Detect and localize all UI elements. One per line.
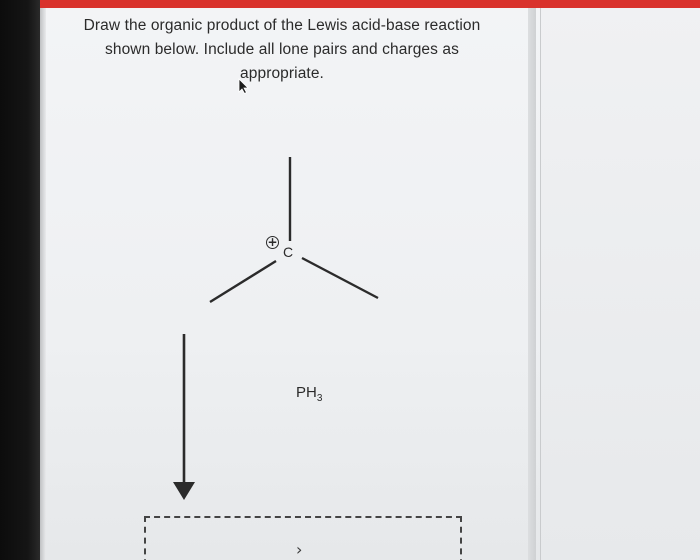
positive-charge: + [267,235,278,249]
reagent-subscript: 3 [316,393,323,404]
bond-methyl-left [210,261,276,302]
reagent-main: PH [296,384,317,401]
reagent-phosphine [296,384,322,404]
bond-methyl-right [302,258,378,298]
question-line-3: appropriate. [240,65,324,82]
reaction-arrow-icon [173,334,195,500]
question-line-1: Draw the organic product of the Lewis acid-base reaction [83,17,481,34]
answer-drawing-area[interactable] [144,516,462,560]
carbocation-carbon-label: C [283,244,294,260]
question-line-2: shown below. Include all lone pairs and charges as [105,41,459,58]
chevron-down-icon[interactable]: › [296,540,303,559]
